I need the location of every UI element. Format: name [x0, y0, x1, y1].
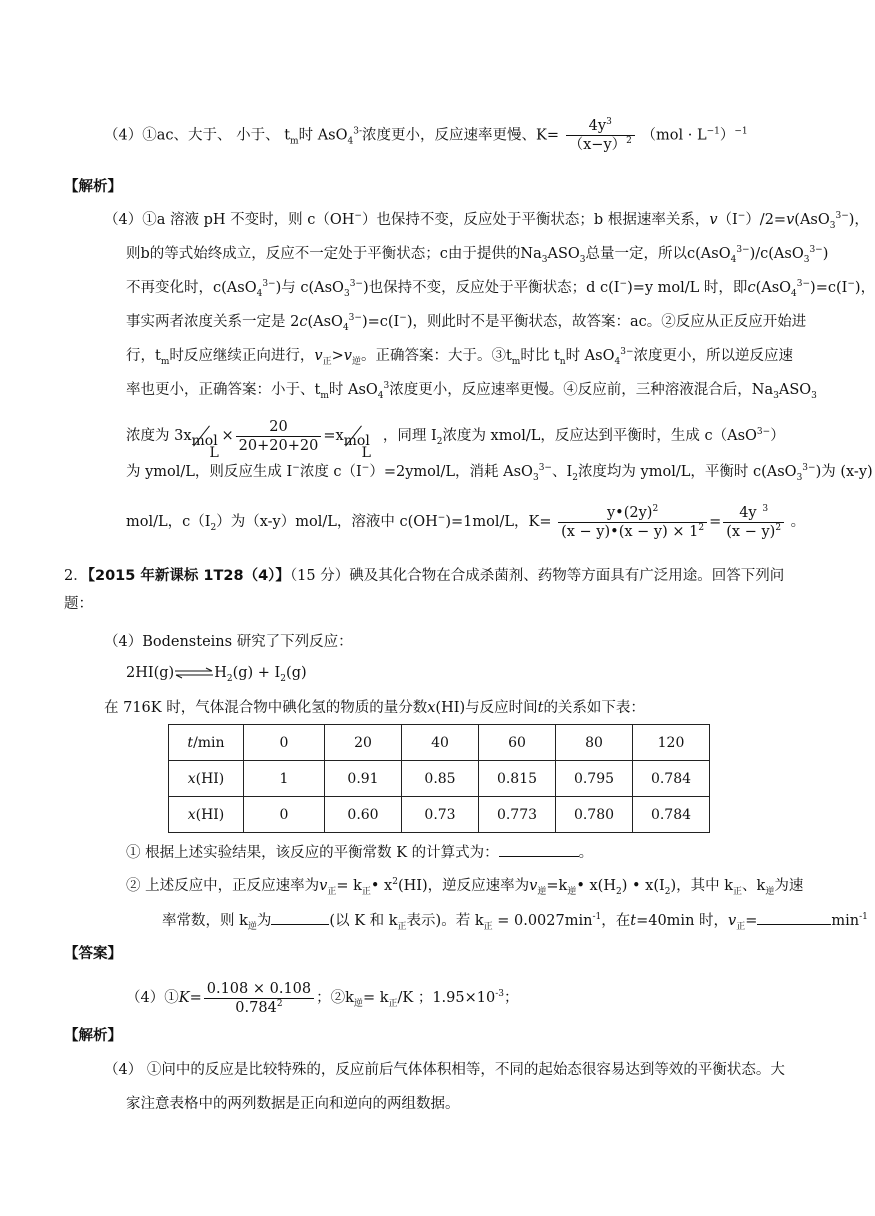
- table-cell: 0.60: [325, 797, 402, 833]
- analysis1-line9: mol/L，$c(I_2)$为（x-y）mol/L，溶液中 c(OH−)=1mol/L，K= $\frac{y•(2y)^2}{(x - y)•(x - y) \times 1^2}$ = $\frac{4y ^3}{(x - y)^2}$ 。: [126, 503, 806, 540]
- table-cell: 0.784: [633, 761, 710, 797]
- jiexi-label: 【解析】: [64, 179, 122, 195]
- answer-blank-2[interactable]: [271, 910, 329, 925]
- analysis1-line8: 为 ymol/L，则反应生成 I−浓度 c（I−）=2ymol/L，消耗 AsO$_3^{3-}$、$I_2$浓度均为 ymol/L，平衡时 c(AsO$_3^{3-}$)为 (x-y): [126, 463, 873, 483]
- table-row: [169, 761, 710, 797]
- table-cell: 0.85: [402, 761, 479, 797]
- table-cell: 1: [244, 761, 325, 797]
- condition-line: 在 716K 时，气体混合物中碘化氢的物质的量分数x(HI)与反应时间t的关系如下表：: [104, 700, 645, 716]
- table-cell: 120: [633, 725, 710, 761]
- table-header-time: t/min: [169, 725, 244, 761]
- table-cell: 60: [479, 725, 556, 761]
- subquestion-2-cont: 率常数，则 $k_逆$为 (以 K 和 $k_正$表示)。若 $k_正 = 0.0027\min^{-1}$，在t=40min 时，$v_正= \min^{-1}$: [162, 910, 868, 931]
- table-cell: 80: [556, 725, 633, 761]
- answer-label: 【答案】: [64, 946, 122, 962]
- analysis1-line6: 率也更小，正确答案：小于、$t_m$时 AsO$_4^3$浓度更小，反应速率更慢。④反应前，三种溶液混合后，$Na_3ASO_3$: [126, 381, 817, 401]
- question2-header-cont: 题：: [64, 596, 93, 612]
- table-cell: 20: [325, 725, 402, 761]
- analysis1-line7: 浓度为 3x mol L × $\frac{20}{20+20+20}$ =x mol L ，同理 $I_2$浓度为 xmol/L，反应达到平衡时，生成 c（AsO$^{3-}$）: [126, 418, 785, 461]
- table-cell: 0.73: [402, 797, 479, 833]
- table-row-label: x(HI): [169, 797, 244, 833]
- analysis2-line2: 家注意表格中的两列数据是正向和逆向的两组数据。: [126, 1096, 460, 1112]
- table-cell: 0.815: [479, 761, 556, 797]
- table-cell: 40: [402, 725, 479, 761]
- answer-prev-line: （4）①ac、大于、 小于、 $t_m$时 AsO$_4^{3-}$浓度更小，反应速率更慢、K= $\frac{4y^3}{(x-y)^2}$ $(mol \cdot L^{-1})^{-1}$: [104, 117, 748, 153]
- question2-sub4: （4）Bodensteins 研究了下列反应：: [104, 634, 353, 650]
- analysis1-line1: （4）①a 溶液 pH 不变时，则 c（OH−）也保持不变，反应处于平衡状态；b 根据速率关系，v（I−）/2=v(AsO$_3^{3-}$)，: [104, 211, 869, 231]
- table-cell: 0: [244, 725, 325, 761]
- answer2-line: （4）①K= $\frac{0.108 \times 0.108}{0.784^2}$ ；$②k_逆= k_正/K$ ；$1.95\times 10^{-3}$；: [126, 980, 519, 1016]
- table-cell: 0.773: [479, 797, 556, 833]
- k-fraction-answer: $\frac{0.108 \times 0.108}{0.784^2}$: [204, 981, 314, 1016]
- reaction-equation: 2HI(g) $H_2(g) + I_2(g)$: [126, 665, 307, 684]
- answer-blank-1[interactable]: [499, 842, 579, 857]
- analysis1-line5: 行，$t_m$时反应继续正向进行，$v_正>v_逆$。正确答案：大于。$③t_m$时比 $t_n$时 AsO$_4^{3-}$浓度更小，所以逆反应速: [126, 347, 794, 367]
- table-cell: 0.91: [325, 761, 402, 797]
- table-row: [169, 797, 710, 833]
- table-row: [169, 725, 710, 761]
- analysis2-line1: （4） ①问中的反应是比较特殊的，反应前后气体体积相等，不同的起始态很容易达到等效的平衡状态。大: [104, 1062, 785, 1078]
- table-row-label: x(HI): [169, 761, 244, 797]
- table-cell: 0.795: [556, 761, 633, 797]
- table-cell: 0.780: [556, 797, 633, 833]
- k-fraction-1: $\frac{y•(2y)^2}{(x - y)•(x - y) \times 1^2}$: [558, 505, 707, 540]
- equilibrium-arrow-icon: [174, 668, 214, 678]
- k-fraction-prev: $\frac{4y^3}{(x-y)^2}$: [566, 118, 635, 153]
- table-cell: 0: [244, 797, 325, 833]
- analysis1-line3: 不再变化时，c(AsO$_4^{3-}$)与 c(AsO$_3^{3-}$)也保持不变，反应处于平衡状态；d c(I−)=y mol/L 时，即c(AsO$_4^{3-}$)=c(I−)，: [126, 279, 875, 299]
- table-cell: 0.784: [633, 797, 710, 833]
- hi-fraction-table: [168, 724, 710, 833]
- subquestion-1: ① 根据上述实验结果，该反应的平衡常数 K 的计算式为： 。: [126, 842, 593, 863]
- analysis1-line4: 事实两者浓度关系一定是 2c(AsO$_4^{3-}$)=c(I−)，则此时不是平衡状态，故答案：ac。②反应从正反应开始进: [126, 313, 807, 333]
- k-fraction-2: $\frac{4y ^3}{(x - y)^2}$: [723, 505, 784, 540]
- analysis1-line2: 则b的等式始终成立，反应不一定处于平衡状态；c由于提供的$Na_3ASO_3$总量一定，所以c(AsO$_4^{3-}$)/c(AsO$_3^{3-}$): [126, 245, 829, 265]
- subquestion-2: ② 上述反应中，正反应速率为$v_正=$ $k_正•$ $x^2(HI)$，逆反应速率为$v_逆=k_逆•$ $x(H_2)$ • $x(I_2)$，其中 $k_正$、$k_逆$为速: [126, 877, 804, 897]
- question2-header: 2．【2015 年新课标 1T28（4）】（15 分）碘及其化合物在合成杀菌剂、药物等方面具有广泛用途。回答下列问: [64, 568, 785, 584]
- jiexi-label-2: 【解析】: [64, 1028, 122, 1044]
- answer-blank-3[interactable]: [757, 910, 831, 925]
